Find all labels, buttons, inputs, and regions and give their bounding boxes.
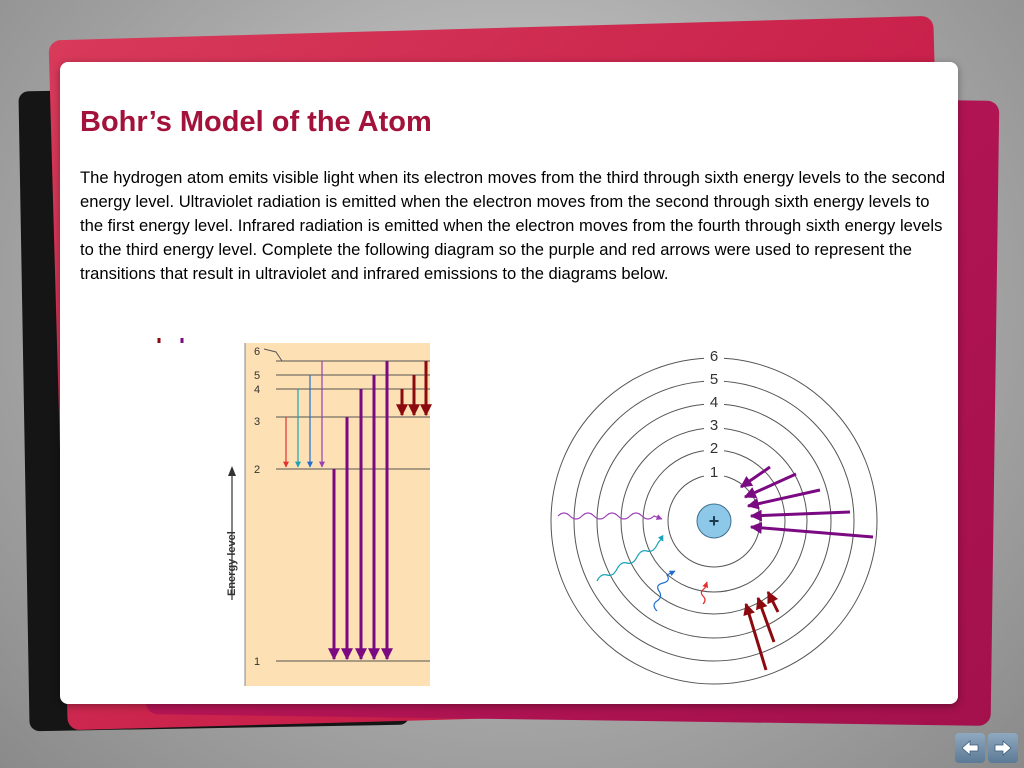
orbit-level-label-1: 1 [709, 464, 719, 481]
energy-level-label-2: 2 [254, 464, 261, 476]
orbit-level-label-4: 4 [709, 394, 719, 411]
orbit-level-label-5: 5 [709, 371, 719, 388]
orbit-diagram [546, 343, 880, 688]
previous-slide-button[interactable] [955, 733, 985, 763]
next-slide-button[interactable] [988, 733, 1018, 763]
energy-level-label-6: 6 [254, 346, 261, 358]
orbit-level-label-3: 3 [709, 417, 719, 434]
arrow-left-icon [960, 740, 980, 756]
orbit-level-label-2: 2 [709, 440, 719, 457]
slide-body-text: The hydrogen atom emits visible light when its electron moves from the third through sixth energy levels to the second energy level. Ultraviolet radiation is emitted when the electron moves from the second through sixth energy levels to the first energy level. Infrared radiation is emitted when the electron moves from the fourth through sixth energy levels to the third energy level. Complete the following diagram so the purple and red arrows were used to represent the transitions that result in ultraviolet and infrared emissions to the diagrams below. [80, 168, 946, 283]
energy-level-label-5: 5 [254, 370, 261, 382]
energy-axis-label: Energy level [226, 531, 238, 596]
slide-title: Bohr’s Model of the Atom [80, 106, 432, 138]
energy-level-label-3: 3 [254, 416, 261, 428]
energy-level-label-1: 1 [254, 656, 261, 668]
arrow-right-icon [993, 740, 1013, 756]
energy-axis-area [153, 343, 245, 688]
nucleus-label: + [708, 511, 720, 531]
orbit-level-label-6: 6 [709, 348, 719, 365]
energy-level-diagram [153, 343, 430, 688]
energy-level-label-4: 4 [254, 384, 261, 396]
